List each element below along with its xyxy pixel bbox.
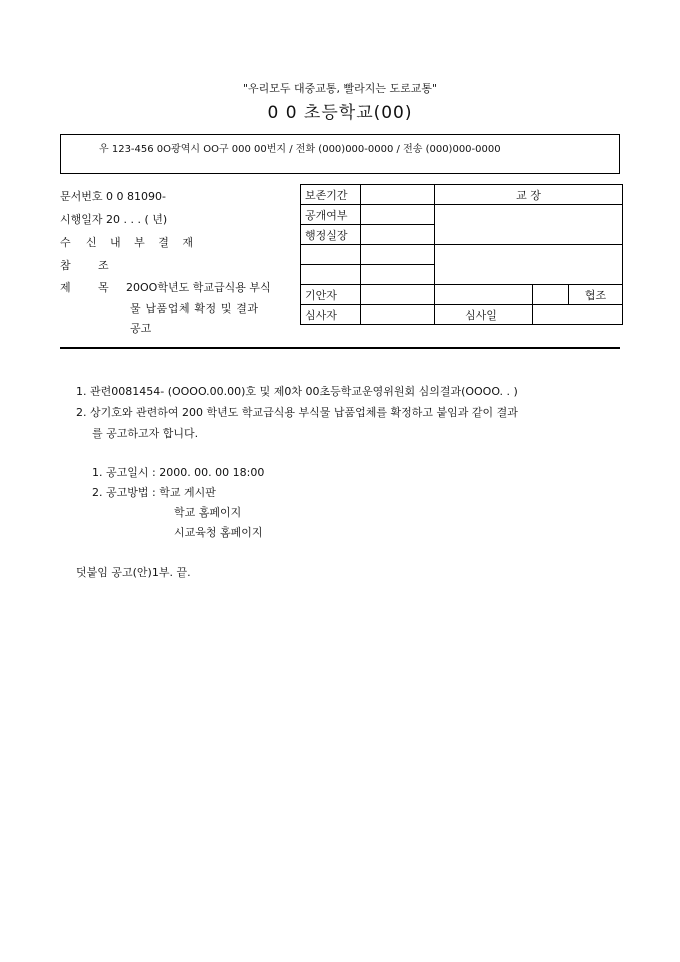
principal-label: 교 장 [435,185,623,205]
cooperation-label: 협조 [569,285,623,305]
slogan: "우리모두 대중교통, 빨라지는 도로교통" [242,82,438,95]
divider-rule [60,347,620,349]
recipient-value: 내 부 결 재 [110,236,198,249]
drafter-blank [435,285,533,305]
doc-number: 문서번호 0 0 81090- [60,190,166,203]
body-item-2-line-2: 를 공고하고자 합니다. [92,427,199,440]
subject-line-1: 20OO학년도 학교급식용 부식 [126,281,271,294]
subject-line-3: 공고 [130,322,152,335]
retention-label: 보존기간 [301,185,361,205]
school-title: 0 0 초등학교(00) [267,103,413,123]
drafter-blank-2 [533,285,569,305]
notice-datetime: 1. 공고일시 : 2000. 00. 00 18:00 [92,466,265,479]
blank-cell-a [301,245,361,265]
blank-cell-c [301,265,361,285]
address-line: 우 123-456 0O광역시 OO구 000 00번지 / 전화 (000)000-0000 / 전송 (000)000-0000 [99,144,501,155]
notice-method-3: 시교육청 홈페이지 [174,526,263,539]
recipient-label-2: 신 [86,236,97,249]
reviewer-value[interactable] [361,305,435,325]
recipient-label: 수 [60,236,71,249]
retention-value[interactable] [361,185,435,205]
approval-table [300,184,623,325]
effective-date: 시행일자 20 . . . ( 년) [60,213,168,226]
disclosure-value[interactable] [361,205,435,225]
disclosure-label: 공개여부 [301,205,361,225]
reviewer-label: 심사자 [301,305,361,325]
admin-office-label: 행정실장 [301,225,361,245]
blank-cell-d [361,265,435,285]
notice-method: 2. 공고방법 : 학교 게시판 [92,486,216,499]
admin-office-value[interactable] [361,225,435,245]
principal-sign-cell[interactable] [435,205,623,245]
subject-label-2: 목 [98,281,109,294]
notice-method-2: 학교 홈페이지 [174,506,242,519]
blank-cell-b [361,245,435,265]
drafter-value[interactable] [361,285,435,305]
sign-cell-lower[interactable] [435,245,623,285]
body-item-2-line-1: 2. 상기호와 관련하여 200 학년도 학교급식용 부식물 납품업체를 확정하고 붙임과 같이 결과 [76,406,518,419]
review-date-value[interactable] [533,305,623,325]
reference-label-2: 조 [98,259,109,272]
subject-label: 제 [60,281,71,294]
subject-line-2: 물 납품업체 확정 및 결과 [130,302,259,315]
body-item-1: 1. 관련0081454- (OOOO.00.00)호 및 제0차 00초등학교운영위원회 심의결과(OOOO. . ) [76,385,518,398]
attachment-line: 덧붙임 공고(안)1부. 끝. [76,566,191,579]
review-date-label: 심사일 [435,305,533,325]
drafter-label: 기안자 [301,285,361,305]
reference-label: 참 [60,259,71,272]
address-box [60,134,620,174]
